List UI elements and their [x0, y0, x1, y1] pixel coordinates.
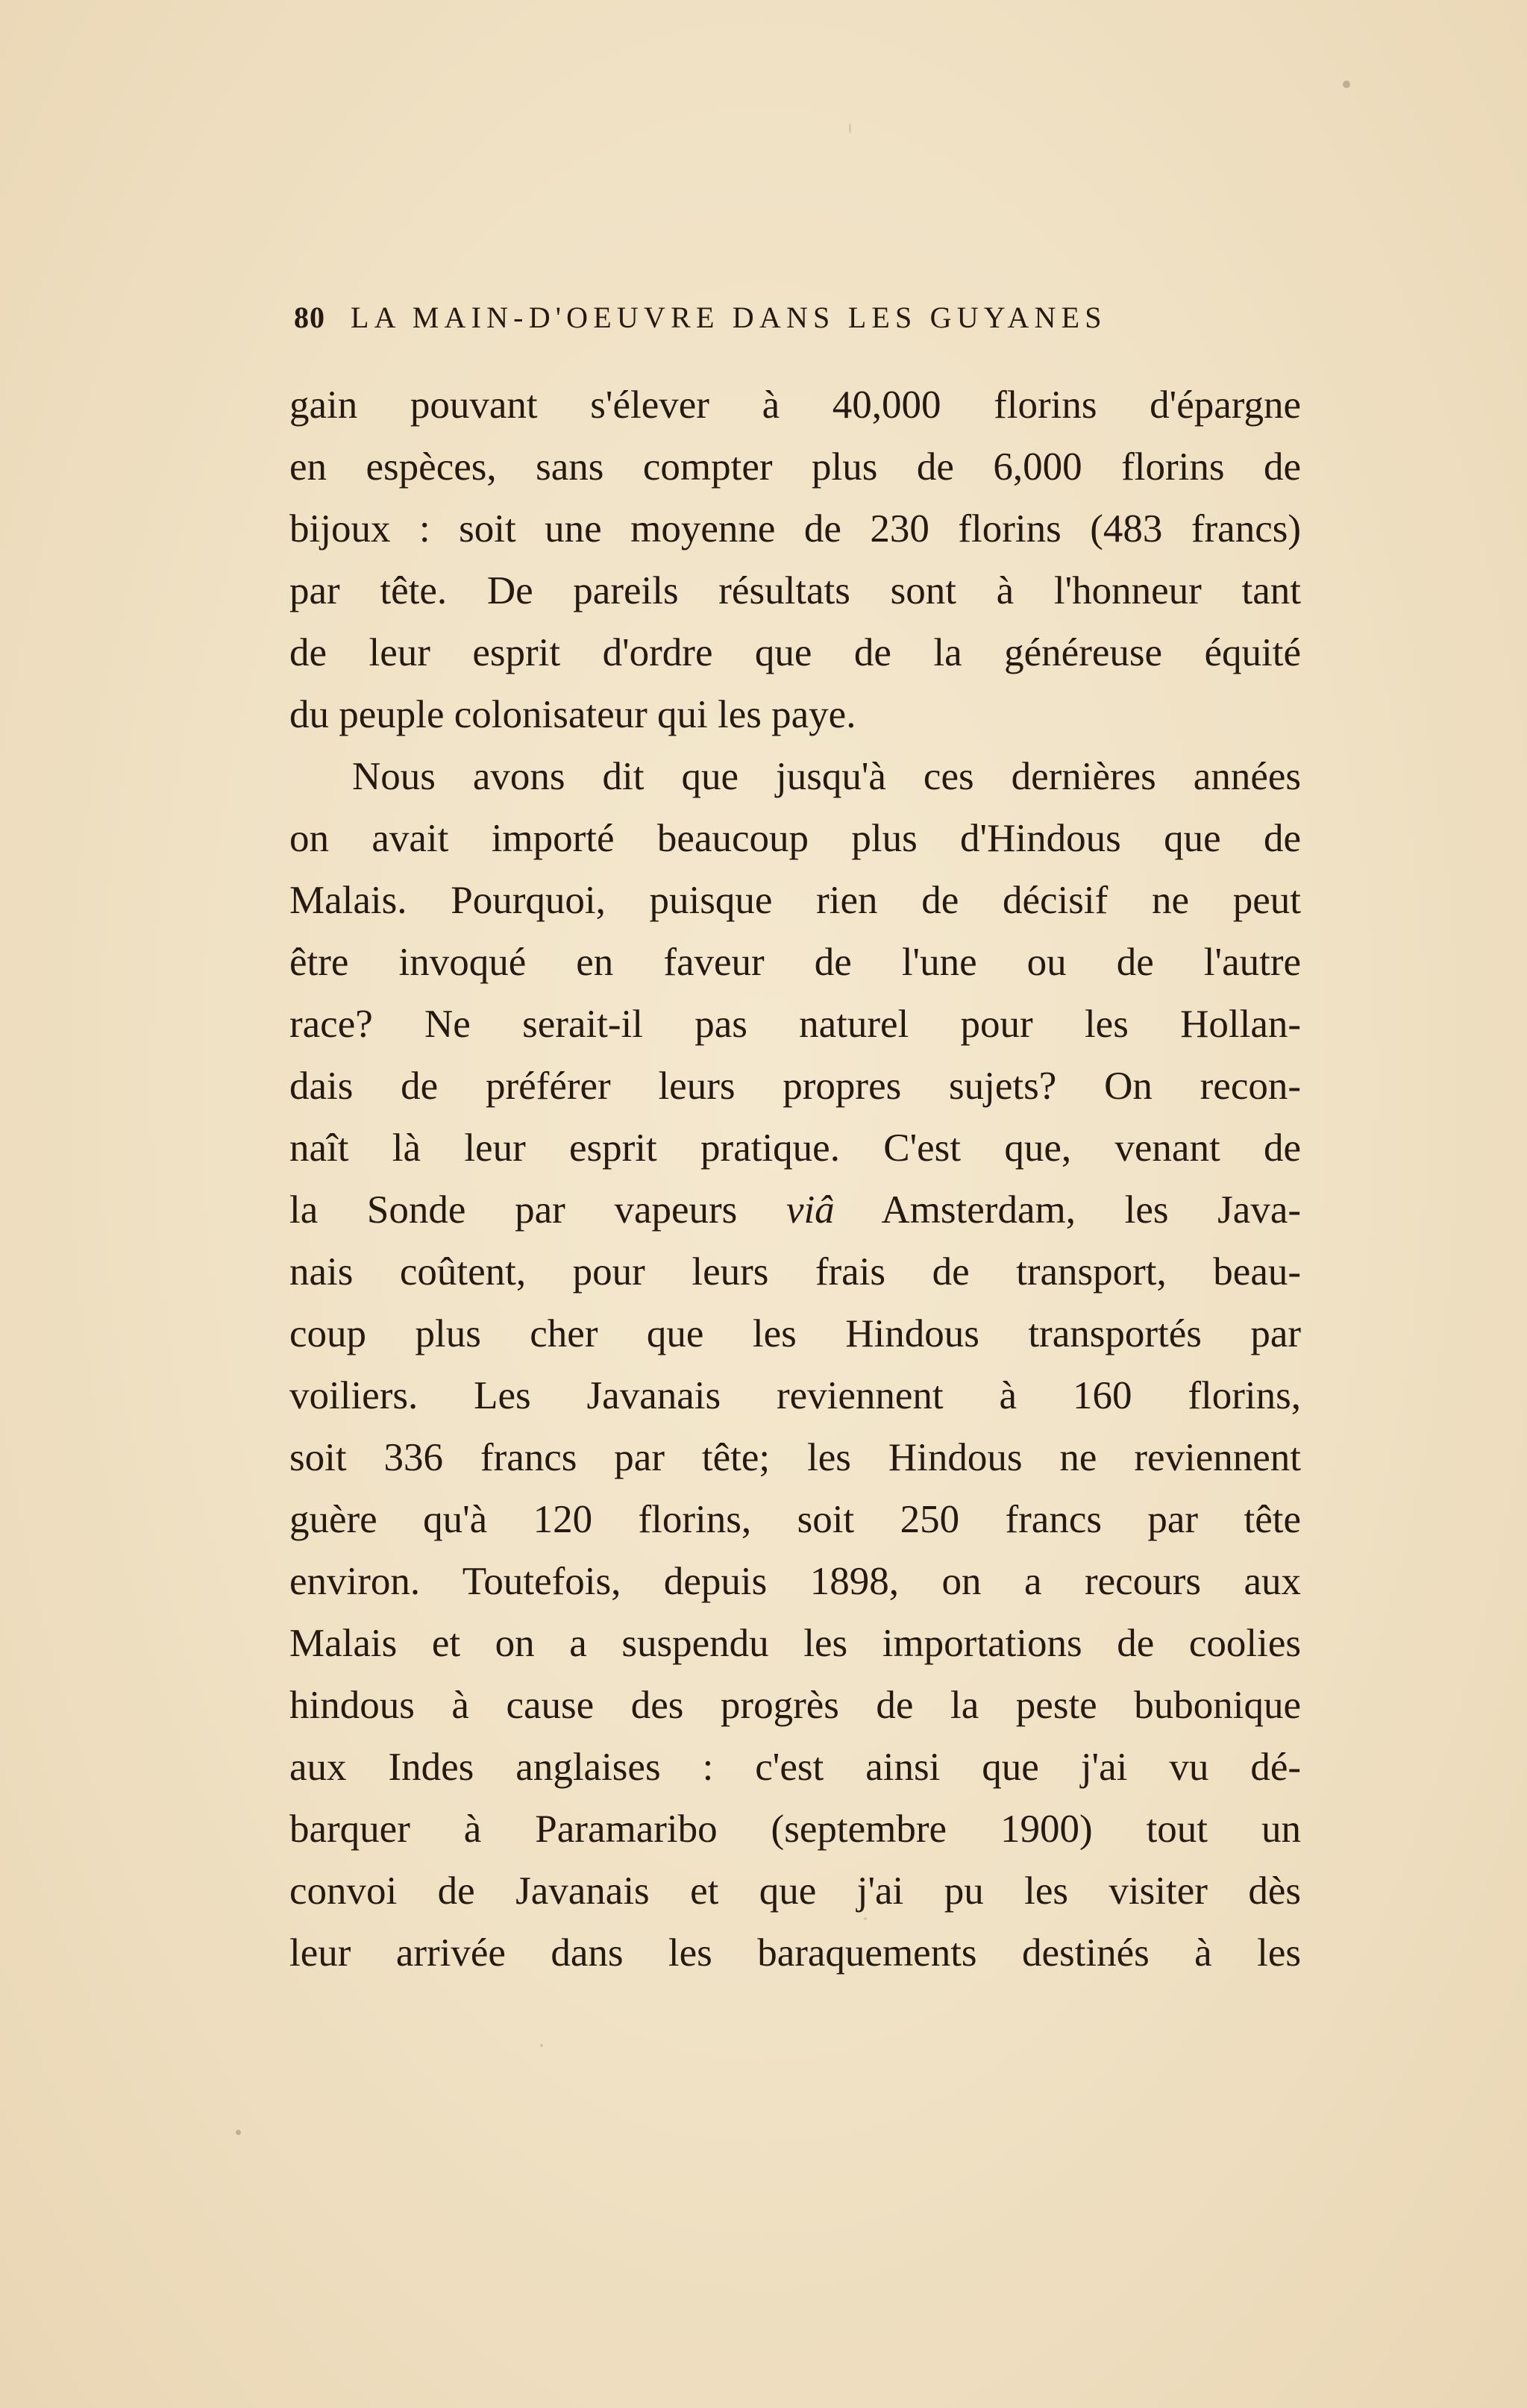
- text-segment: la Sonde par vapeurs: [289, 1188, 786, 1232]
- text-line: par tête. De pareils résultats sont à l'honneur tant: [289, 569, 1301, 612]
- running-title: LA MAIN-D'OEUVRE DANS LES GUYANES: [351, 301, 1107, 334]
- text-line: leur arrivée dans les baraquements destinés à les: [289, 1931, 1301, 1975]
- text-line: guère qu'à 120 florins, soit 250 francs par tête: [289, 1498, 1301, 1541]
- body-text: [289, 374, 1301, 1984]
- text-line: convoi de Javanais et que j'ai pu les visiter dès: [289, 1869, 1301, 1913]
- text-line-with-italic: [289, 1179, 1301, 1241]
- text-line: Malais. Pourquoi, puisque rien de décisif ne peut: [289, 879, 1301, 922]
- text-line: on avait importé beaucoup plus d'Hindous que de: [289, 817, 1301, 860]
- text-line: voiliers. Les Javanais reviennent à 160 florins,: [289, 1374, 1301, 1417]
- text-line: hindous à cause des progrès de la peste bubonique: [289, 1684, 1301, 1727]
- text-line: dais de préférer leurs propres sujets? On recon-: [289, 1065, 1301, 1108]
- text-line: race? Ne serait-il pas naturel pour les Hollan-: [289, 1003, 1301, 1046]
- text-segment: Amsterdam, les Java-: [834, 1188, 1301, 1232]
- paper-speck: [864, 1917, 867, 1920]
- text-line: environ. Toutefois, depuis 1898, on a recours aux: [289, 1560, 1301, 1603]
- text-line: barquer à Paramaribo (septembre 1900) tout un: [289, 1807, 1301, 1851]
- text-line: coup plus cher que les Hindous transportés par: [289, 1312, 1301, 1355]
- text-line: bijoux : soit une moyenne de 230 florins (483 francs): [289, 507, 1301, 551]
- text-line: nais coûtent, pour leurs frais de transport, beau-: [289, 1250, 1301, 1294]
- text-line: de leur esprit d'ordre que de la généreuse équité: [289, 631, 1301, 674]
- paper-speck: [849, 123, 851, 134]
- paper-speck: [540, 2044, 543, 2047]
- text-line: Malais et on a suspendu les importations de coolies: [289, 1622, 1301, 1665]
- text-line: soit 336 francs par tête; les Hindous ne reviennent: [289, 1436, 1301, 1479]
- text-line: naît là leur esprit pratique. C'est que, venant de: [289, 1126, 1301, 1170]
- paper-speck: [236, 2130, 241, 2135]
- text-line: être invoqué en faveur de l'une ou de l'autre: [289, 941, 1301, 984]
- running-header: [294, 300, 1264, 345]
- page-number: 80: [294, 301, 325, 334]
- text-line: gain pouvant s'élever à 40,000 florins d'épargne: [289, 383, 1301, 427]
- italic-word: viâ: [786, 1188, 835, 1232]
- text-line: du peuple colonisateur qui les paye.: [289, 693, 856, 736]
- paragraph-start-line: Nous avons dit que jusqu'à ces dernières années: [352, 755, 1301, 798]
- text-line: aux Indes anglaises : c'est ainsi que j'ai vu dé-: [289, 1746, 1301, 1789]
- text-line: en espèces, sans compter plus de 6,000 florins de: [289, 445, 1301, 489]
- paper-speck: [1343, 81, 1350, 88]
